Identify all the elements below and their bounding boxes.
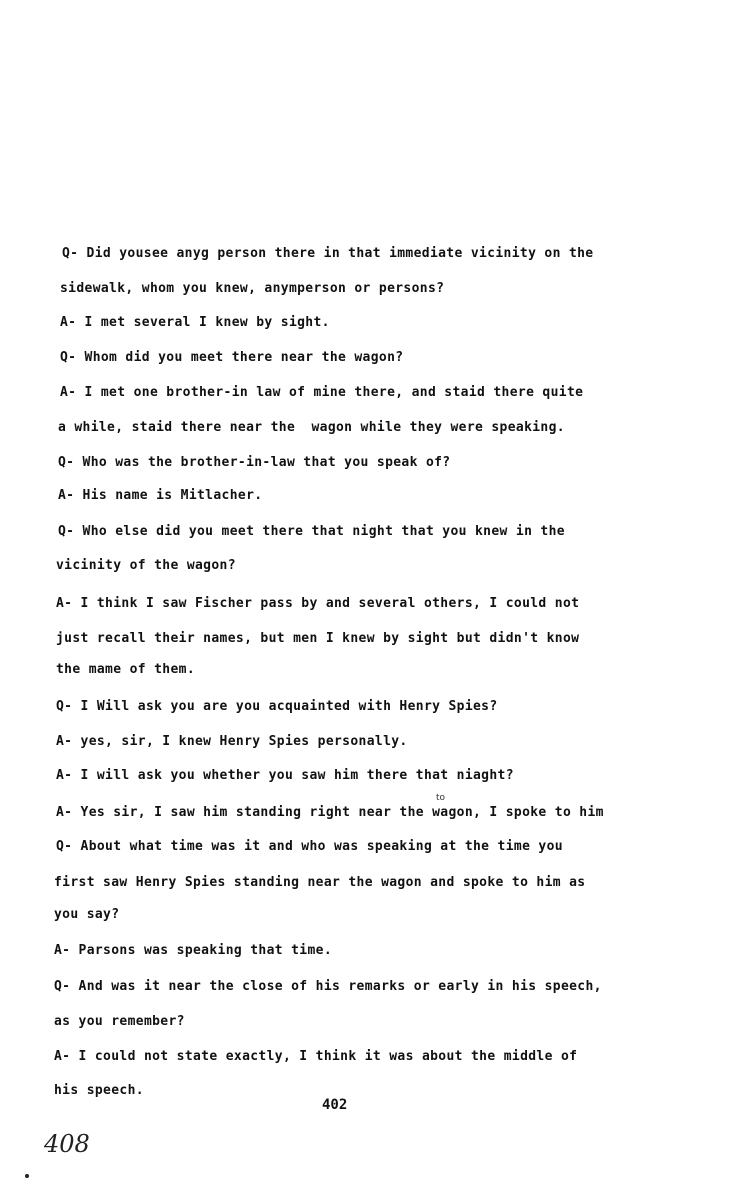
transcript-line: A- I will ask you whether you saw him there that niaght?	[56, 768, 514, 783]
transcript-line: Q- Whom did you meet there near the wagon?	[60, 350, 404, 365]
transcript-line: you say?	[54, 907, 120, 922]
transcript-line: the mame of them.	[56, 662, 196, 677]
transcript-line: A- Yes sir, I saw him standing right near the wagon, I spoke to him	[56, 805, 604, 820]
transcript-line: as you remember?	[54, 1014, 185, 1029]
transcript-line: A- I met several I knew by sight.	[60, 315, 330, 330]
transcript-line: A- yes, sir, I knew Henry Spies personally.	[56, 734, 408, 749]
transcript-line: Q- Did yousee anyg person there in that immediate vicinity on the	[62, 246, 594, 261]
transcript-line: Q- Who was the brother-in-law that you speak of?	[58, 455, 451, 470]
transcript-line: his speech.	[54, 1083, 144, 1098]
transcript-line: A- I think I saw Fischer pass by and several others, I could not	[56, 596, 580, 611]
transcript-line: A- I could not state exactly, I think it was about the middle of	[54, 1049, 578, 1064]
handwritten-archive-number: 408	[44, 1130, 90, 1158]
transcript-line: Q- I Will ask you are you acquainted with Henry Spies?	[56, 699, 498, 714]
page-number: 402	[322, 1097, 348, 1113]
transcript-line: first saw Henry Spies standing near the wagon and spoke to him as	[54, 875, 586, 890]
transcript-line: Q- About what time was it and who was speaking at the time you	[56, 839, 563, 854]
transcript-line: a while, staid there near the wagon while they were speaking.	[58, 420, 565, 435]
handwritten-insertion: to	[436, 793, 446, 803]
transcript-line: A- His name is Mitlacher.	[58, 488, 263, 503]
transcript-line: just recall their names, but men I knew by sight but didn't know	[56, 631, 580, 646]
transcript-line: A- Parsons was speaking that time.	[54, 943, 333, 958]
transcript-line: Q- Who else did you meet there that night that you knew in the	[58, 524, 565, 539]
transcript-line: vicinity of the wagon?	[56, 558, 236, 573]
transcript-line: sidewalk, whom you knew, anymperson or persons?	[60, 281, 445, 296]
ink-dot	[25, 1174, 29, 1178]
transcript-line: A- I met one brother-in law of mine there, and staid there quite	[60, 385, 584, 400]
transcript-line: Q- And was it near the close of his remarks or early in his speech,	[54, 979, 602, 994]
